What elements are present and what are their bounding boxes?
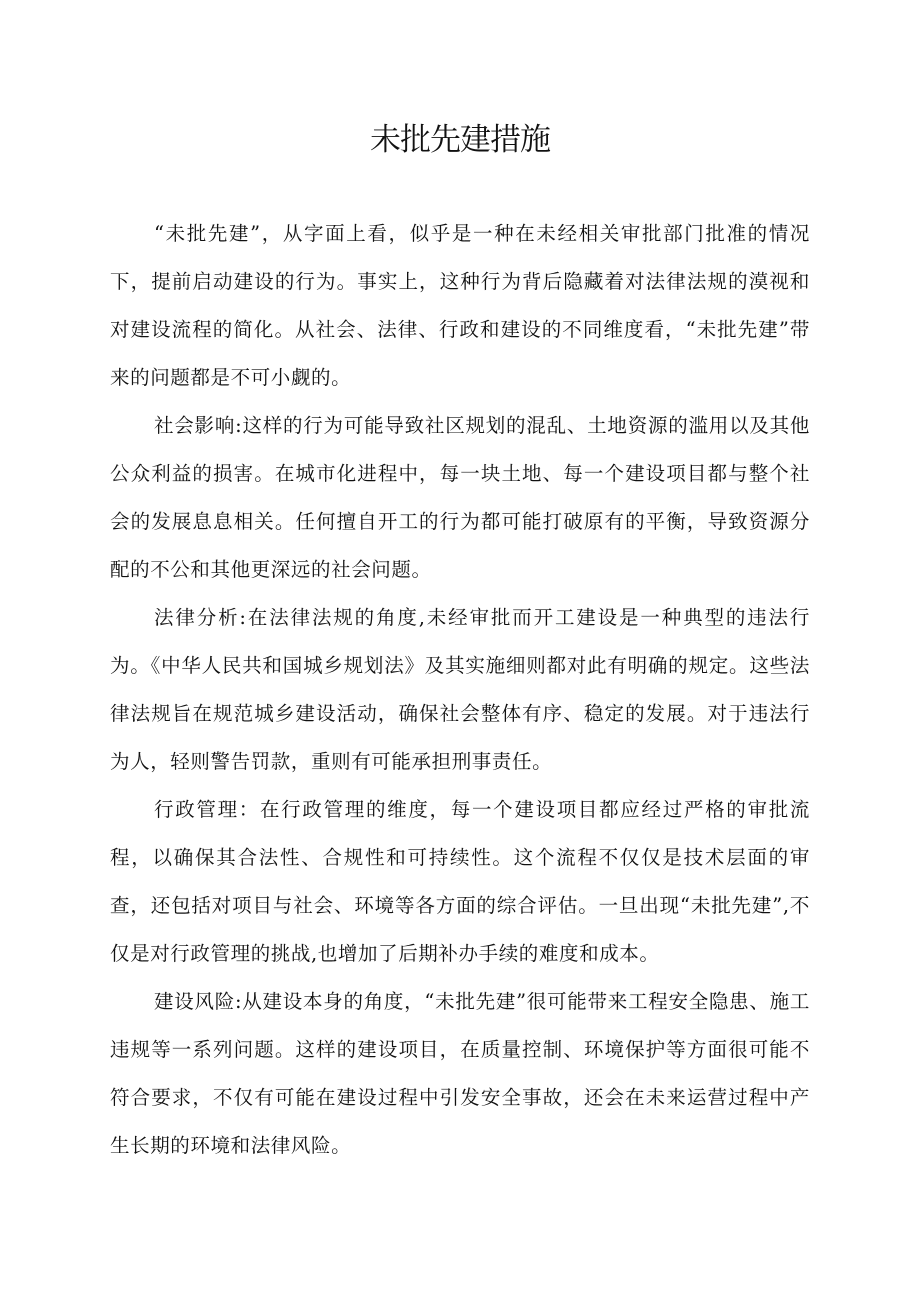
paragraph-legal-analysis: 法律分析:在法律法规的角度,未经审批而开工建设是一种典型的违法行为。《中华人民共和国城乡规划法》及其实施细则都对此有明确的规定。这些法律法规旨在规范城乡建设活动，确保社会整体有序、稳定的发展。对于违法行为人，轻则警告罚款，重则有可能承担刑事责任。 — [110, 606, 810, 773]
paragraph-social-impact: 社会影响:这样的行为可能导致社区规划的混乱、土地资源的滥用以及其他公众利益的损害。在城市化进程中，每一块土地、每一个建设项目都与整个社会的发展息息相关。任何擅自开工的行为都可能打破原有的平衡，导致资源分配的不公和其他更深远的社会问题。 — [110, 414, 810, 581]
paragraph-administrative-management: 行政管理：在行政管理的维度，每一个建设项目都应经过严格的审批流程，以确保其合法性、合规性和可持续性。这个流程不仅仅是技术层面的审查，还包括对项目与社会、环境等各方面的综合评估。一旦出现“未批先建”,不仅是对行政管理的挑战,也增加了后期补办手续的难度和成本。 — [110, 798, 810, 965]
paragraph-construction-risk: 建设风险:从建设本身的角度，“未批先建”很可能带来工程安全隐患、施工违规等一系列问题。这样的建设项目，在质量控制、环境保护等方面很可能不符合要求，不仅有可能在建设过程中引发安全事故，还会在未来运营过程中产生长期的环境和法律风险。 — [110, 990, 810, 1157]
document-title: 未批先建措施 — [370, 122, 550, 158]
paragraph-intro: “未批先建”，从字面上看，似乎是一种在未经相关审批部门批准的情况下，提前启动建设的行为。事实上，这种行为背后隐藏着对法律法规的漠视和对建设流程的简化。从社会、法律、行政和建设的不同维度看，“未批先建”带来的问题都是不可小觑的。 — [110, 222, 810, 389]
document-body — [110, 210, 810, 1170]
